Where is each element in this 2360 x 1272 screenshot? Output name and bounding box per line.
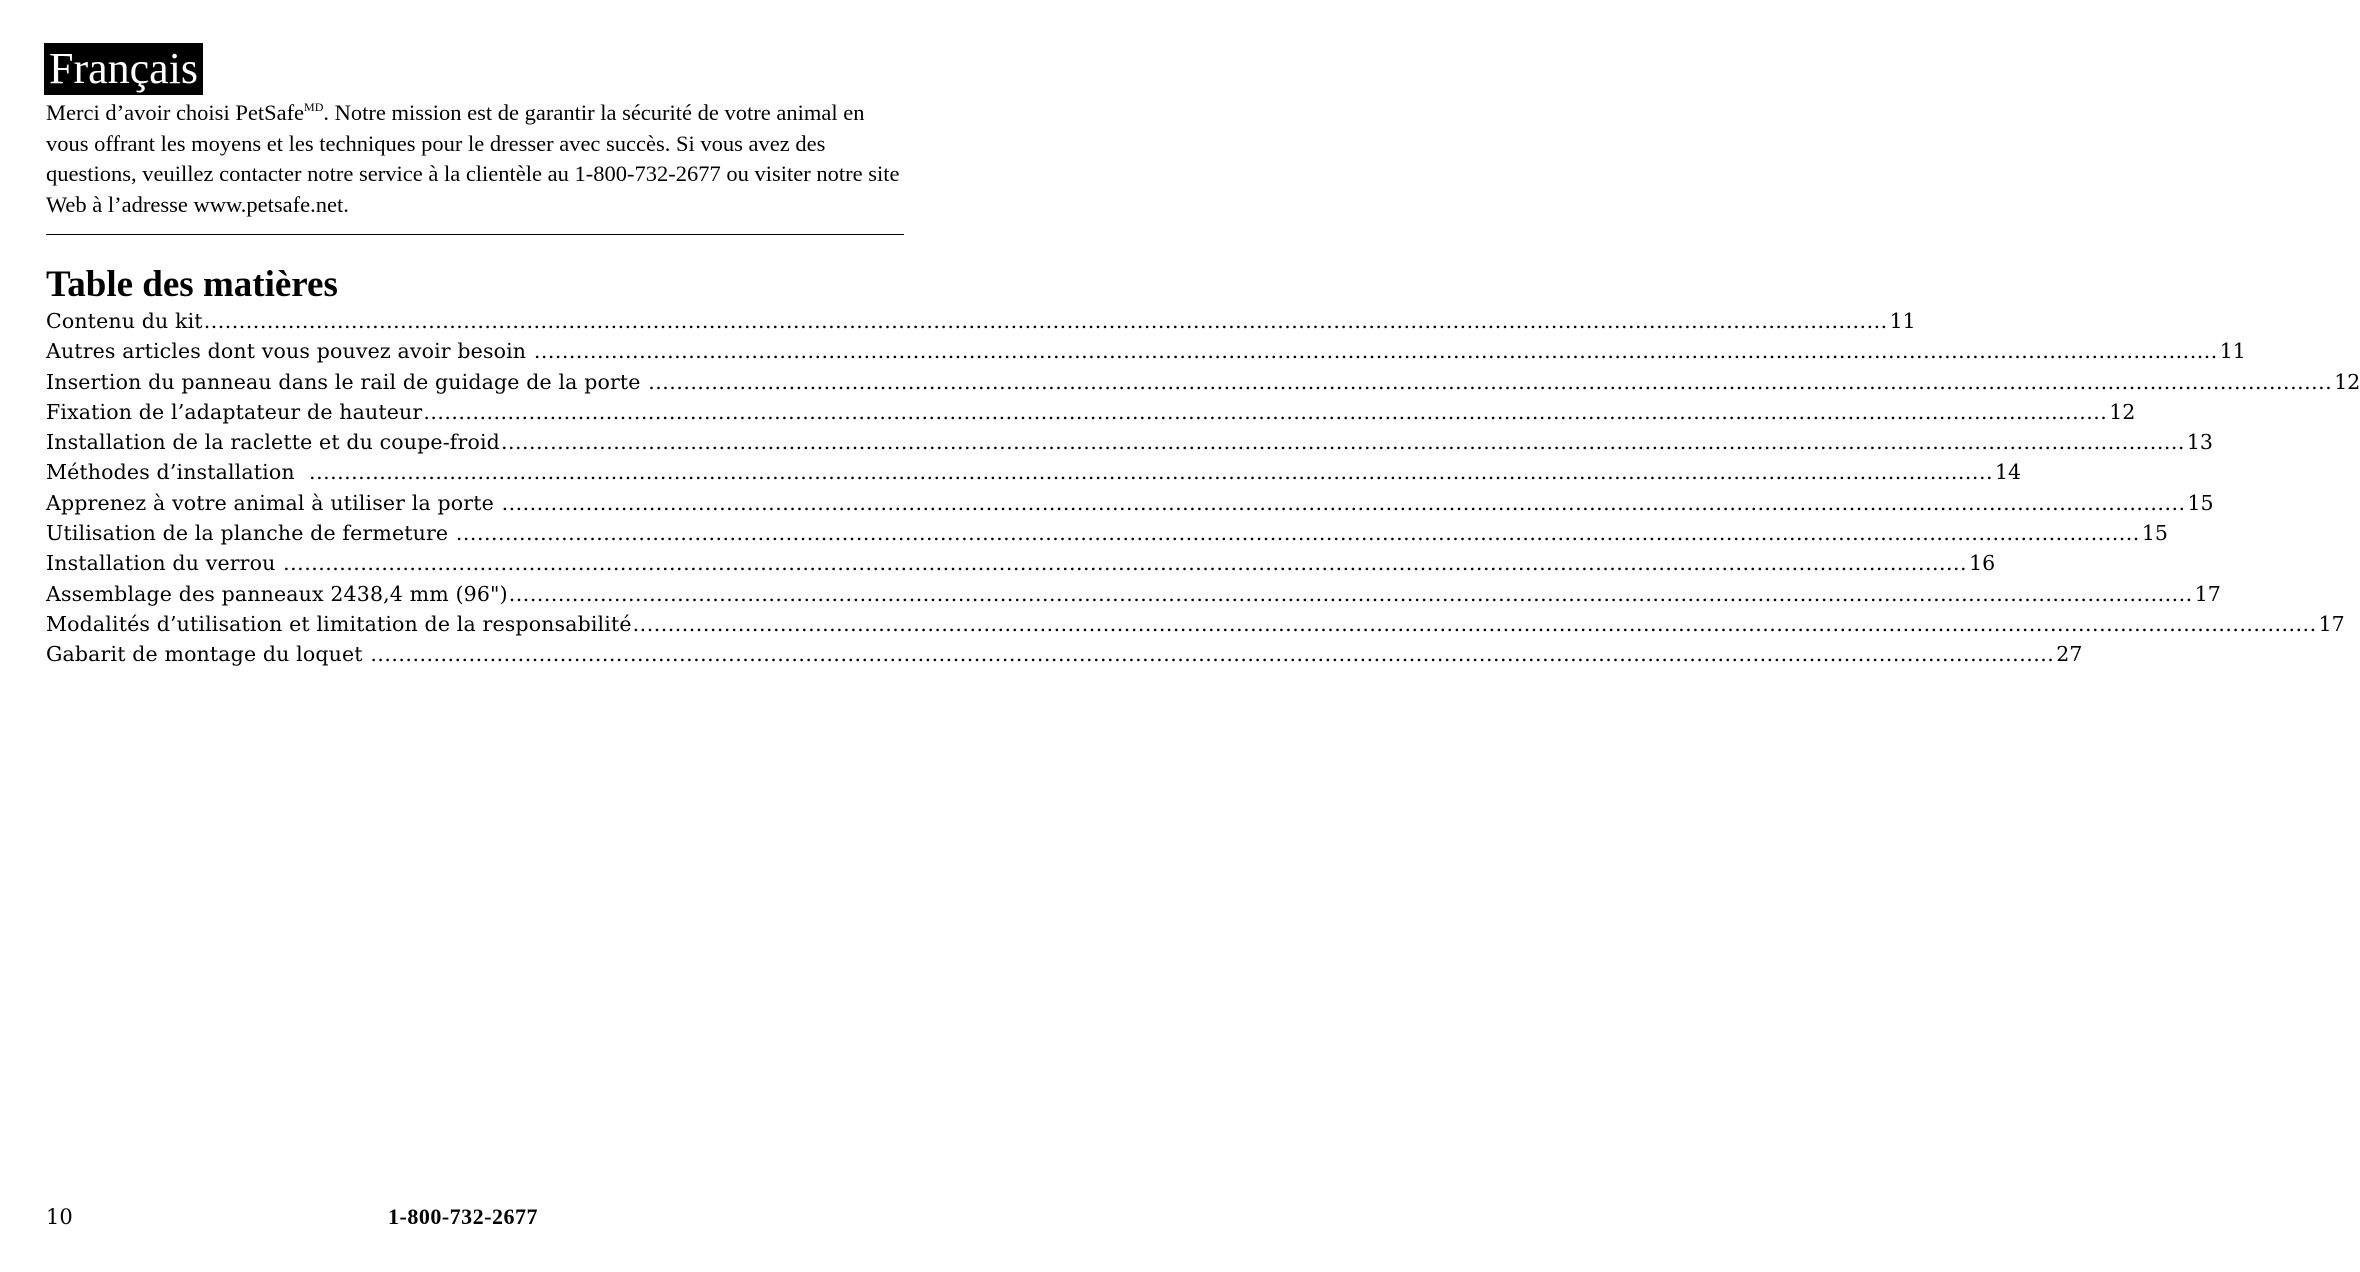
toc-entry-label: Gabarit de montage du loquet xyxy=(46,642,370,667)
toc-dot-leader: ................................................................................................................................................................................................................................................ xyxy=(455,521,2140,546)
toc-entry xyxy=(46,639,2083,669)
toc-entry-label: Insertion du panneau dans le rail de guidage de la porte xyxy=(46,369,648,394)
toc-entry xyxy=(46,427,2213,457)
toc-entry xyxy=(46,306,1916,336)
toc-entry-page: 27 xyxy=(2056,642,2083,667)
section-divider xyxy=(46,234,904,235)
toc-entry-page: 17 xyxy=(2318,611,2345,636)
intro-text-before-mark: Merci d’avoir choisi PetSafe xyxy=(46,100,305,125)
toc-entry-label: Installation de la raclette et du coupe-froid xyxy=(46,430,500,455)
toc-title: Table des matières xyxy=(46,264,338,305)
trademark-mark: MD xyxy=(304,100,324,114)
toc-entry-label: Modalités d’utilisation et limitation de la responsabilité xyxy=(46,611,632,636)
toc-entry xyxy=(46,609,2345,639)
toc-dot-leader: ................................................................................................................................................................................................................................................ xyxy=(203,309,1888,333)
toc-entry-page: 11 xyxy=(1889,309,1916,333)
toc-entry xyxy=(46,579,2221,609)
toc-entry xyxy=(46,367,2360,397)
toc-entry-page: 15 xyxy=(2187,490,2214,515)
toc-dot-leader: ................................................................................................................................................................................................................................................ xyxy=(648,369,2333,394)
toc-entry xyxy=(46,548,1996,578)
toc-entry-page: 16 xyxy=(1969,551,1996,576)
toc-entry-label: Autres articles dont vous pouvez avoir besoin xyxy=(46,339,533,364)
toc-entry-page: 15 xyxy=(2141,521,2168,546)
toc-entry xyxy=(46,397,2136,427)
intro-paragraph xyxy=(46,98,912,220)
toc-dot-leader: ................................................................................................................................................................................................................................................ xyxy=(632,611,2317,636)
toc-dot-leader: ................................................................................................................................................................................................................................................ xyxy=(423,399,2108,424)
page-number: 10 xyxy=(46,1205,73,1229)
toc-entry-label: Apprenez à votre animal à utiliser la porte xyxy=(46,490,501,515)
toc-entry xyxy=(46,518,2168,548)
toc-dot-leader: ................................................................................................................................................................................................................................................ xyxy=(533,339,2218,364)
footer-phone: 1-800-732-2677 xyxy=(388,1204,538,1229)
toc-entry xyxy=(46,488,2214,518)
toc-dot-leader: ................................................................................................................................................................................................................................................ xyxy=(500,430,2185,455)
toc-dot-leader: ................................................................................................................................................................................................................................................ xyxy=(283,551,1968,576)
toc-entry xyxy=(46,336,2246,366)
toc-entry-page: 12 xyxy=(2109,399,2136,424)
toc-entry-label: Contenu du kit xyxy=(46,309,203,333)
toc-entry-label: Utilisation de la planche de fermeture xyxy=(46,521,455,546)
language-tab: Français xyxy=(44,43,203,95)
toc-entry-page: 13 xyxy=(2186,430,2213,455)
toc-dot-leader: ................................................................................................................................................................................................................................................ xyxy=(508,581,2193,606)
toc-dot-leader: ................................................................................................................................................................................................................................................ xyxy=(501,490,2186,515)
toc-entry-page: 12 xyxy=(2334,369,2360,394)
toc-dot-leader: ................................................................................................................................................................................................................................................ xyxy=(309,460,1993,485)
toc-entry-page: 11 xyxy=(2219,339,2246,364)
toc-entry-label: Assemblage des panneaux 2438,4 mm (96") xyxy=(46,581,508,606)
toc-entry-label: Installation du verrou xyxy=(46,551,283,576)
toc-entry-label: Fixation de l’adaptateur de hauteur xyxy=(46,399,423,424)
toc-dot-leader: ................................................................................................................................................................................................................................................ xyxy=(370,642,2055,667)
toc-entry xyxy=(46,457,2022,487)
toc-entry-label: Méthodes d’installation xyxy=(46,460,309,485)
toc-list xyxy=(46,306,2360,670)
intro-text-after-mark: . Notre mission est de garantir la sécurité de votre animal en vous offrant les moyens et les techniques pour le dresser avec succès. Si vous avez des questions, veuillez contacter notre service à la clientèle au 1-800-732-2677 ou visiter notre site Web à l’adresse www.petsafe.net. xyxy=(46,100,900,217)
toc-entry-page: 17 xyxy=(2194,581,2221,606)
toc-entry-page: 14 xyxy=(1994,460,2022,485)
